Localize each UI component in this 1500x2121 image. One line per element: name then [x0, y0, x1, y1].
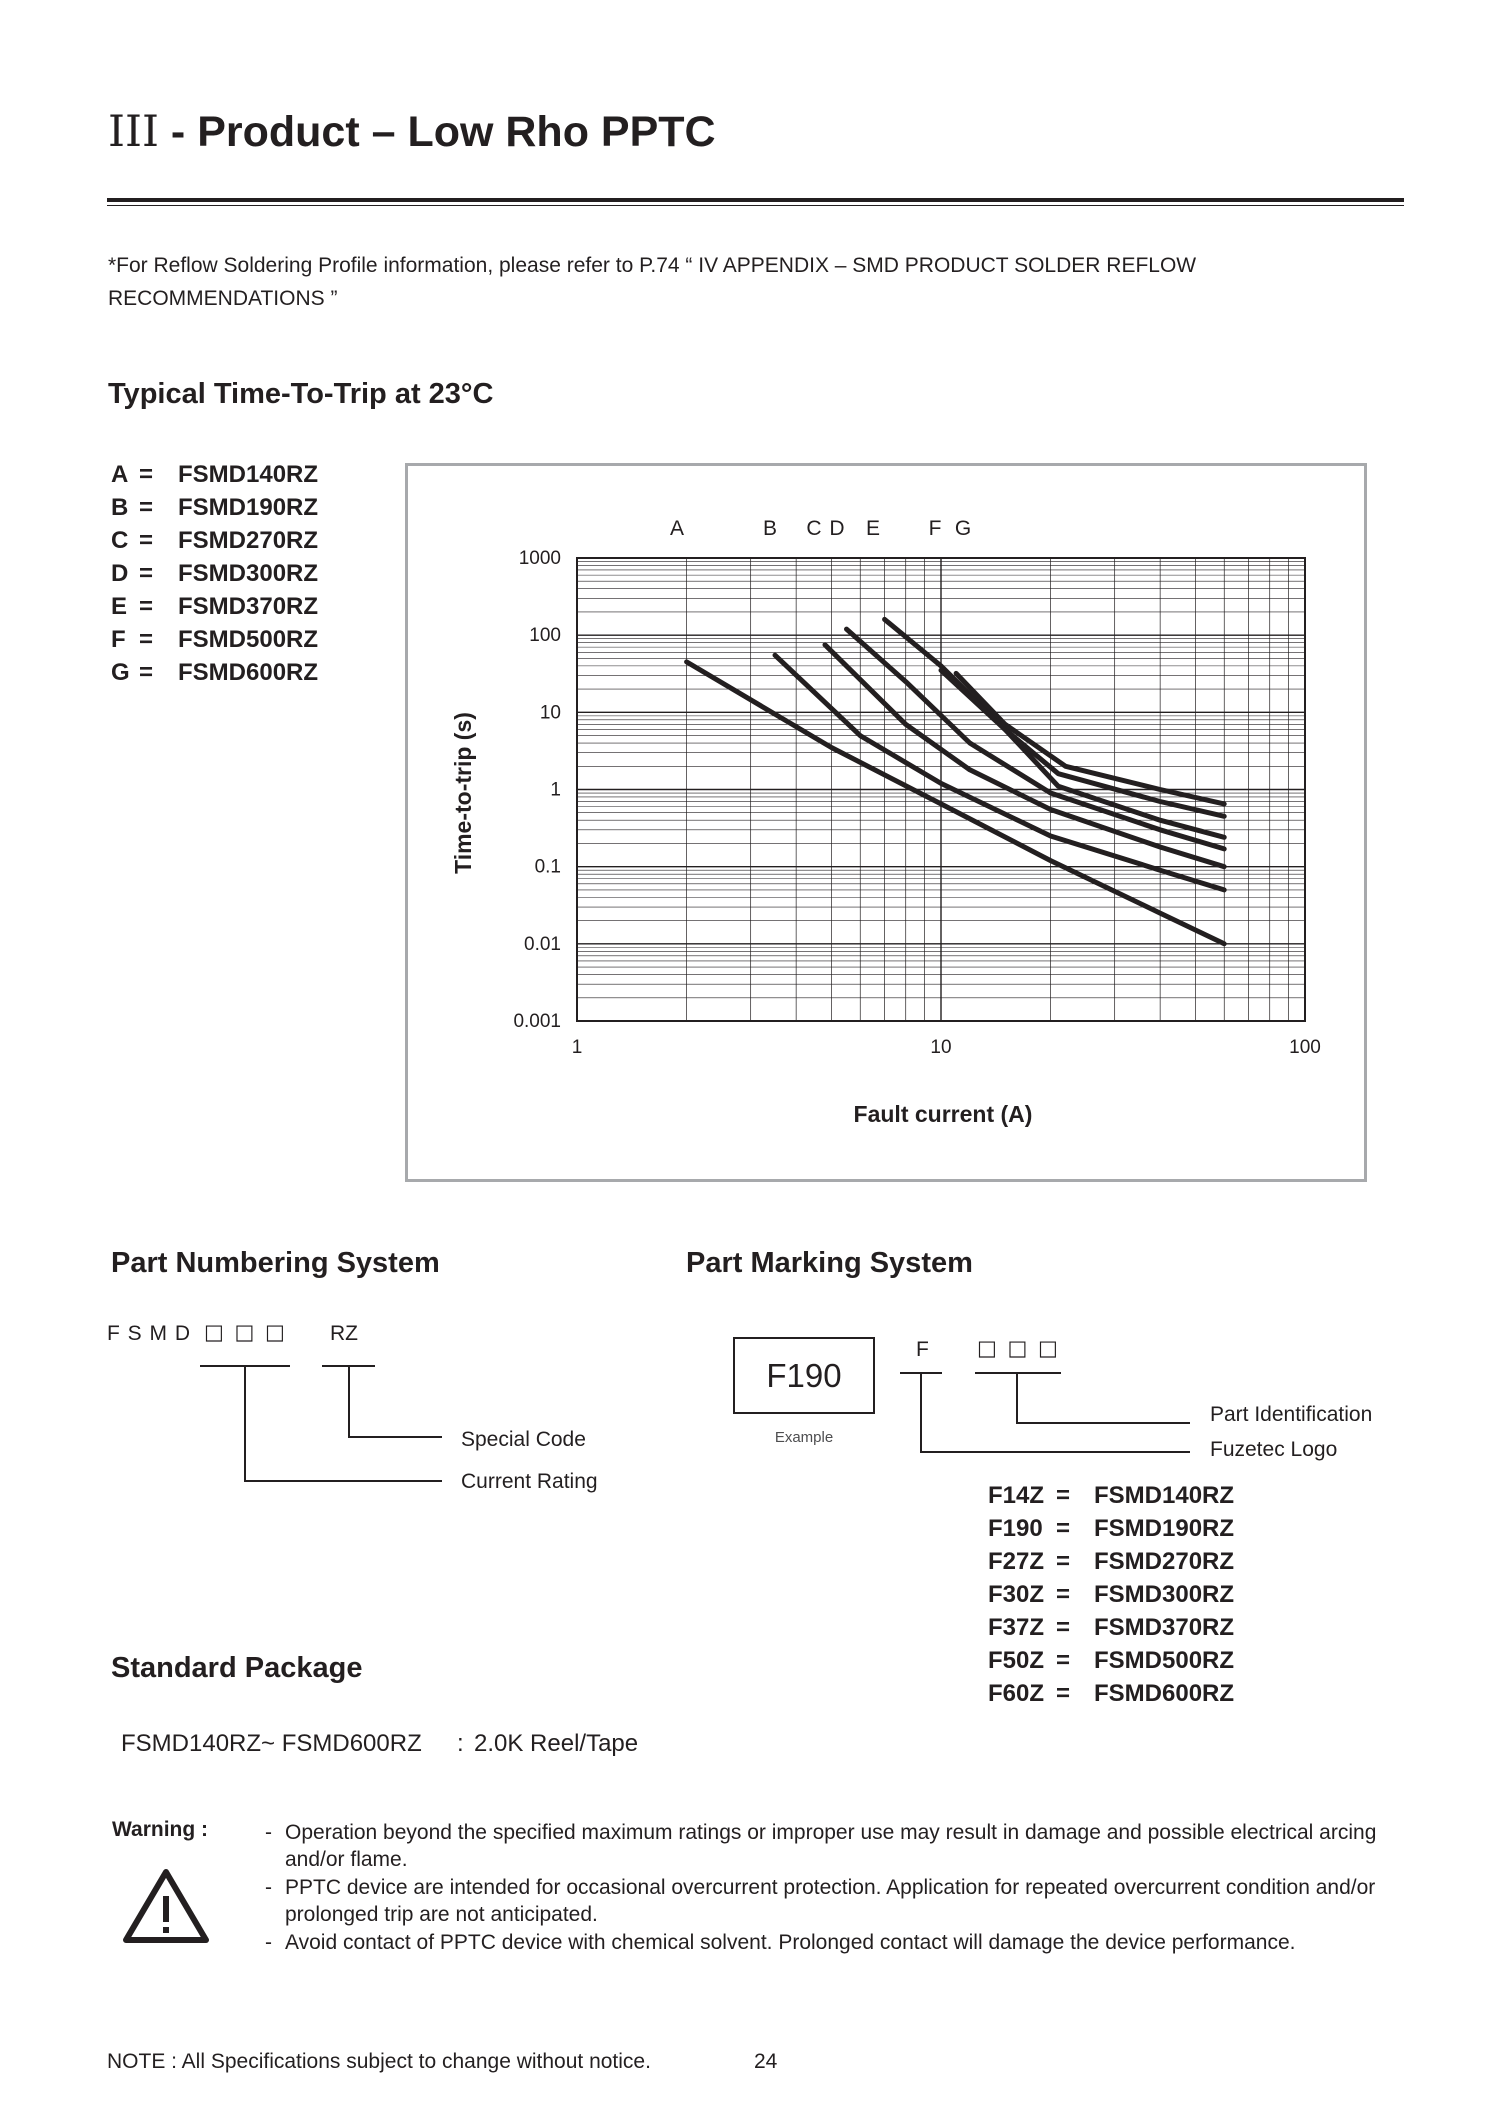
curve-label: C: [806, 517, 822, 540]
legend-letter: F: [111, 626, 126, 653]
marking-boxes: □ □ □: [977, 1336, 1060, 1360]
marking-equals: =: [1056, 1680, 1071, 1707]
marking-equals: =: [1056, 1581, 1071, 1608]
mk-id-connector: [1016, 1373, 1018, 1423]
legend-equals: =: [139, 659, 154, 686]
special-code-label: Special Code: [461, 1428, 586, 1451]
marking-equals: =: [1056, 1515, 1071, 1542]
curve-label: F: [928, 517, 942, 540]
curve-labels: [670, 517, 971, 540]
part-numbering-heading: Part Numbering System: [111, 1247, 440, 1279]
page-number: 24: [754, 2050, 778, 2073]
marking-example-box: [733, 1337, 875, 1414]
pn-rating-leader: [244, 1480, 442, 1482]
time-to-trip-chart: [405, 463, 1367, 1182]
legend-letter: C: [111, 527, 129, 554]
legend-letter: E: [111, 593, 128, 620]
x-tick-label: 1: [571, 1037, 583, 1058]
legend-row: [111, 458, 318, 491]
mk-logo-leader: [920, 1451, 1190, 1453]
x-axis-label: Fault current (A): [853, 1101, 1033, 1127]
section-roman-numeral: III: [108, 107, 159, 157]
curve-label: E: [865, 517, 881, 540]
marking-code: F60Z: [988, 1680, 1045, 1707]
y-tick-label: 0.01: [524, 933, 561, 955]
legend-part: FSMD370RZ: [178, 593, 319, 620]
marking-code: F27Z: [988, 1548, 1045, 1575]
marking-code-row: [988, 1512, 1234, 1545]
part-identification-label: Part Identification: [1210, 1403, 1373, 1426]
pn-code-connector: [348, 1366, 350, 1438]
package-range: FSMD140RZ~ FSMD600RZ: [121, 1730, 422, 1757]
pn-rating-connector: [244, 1366, 246, 1482]
x-tick-label: 100: [1289, 1037, 1321, 1058]
y-tick-label: 0.001: [513, 1011, 561, 1032]
marking-example-text: F190: [766, 1356, 842, 1394]
legend-letter: G: [111, 659, 130, 686]
legend-letter: A: [111, 461, 129, 488]
marking-equals: =: [1056, 1482, 1071, 1509]
x-tick-labels: [572, 1037, 1321, 1058]
marking-code-row: [988, 1644, 1234, 1677]
marking-example-label: Example: [774, 1429, 834, 1446]
reflow-note: *For Reflow Soldering Profile information, please refer to P.74 “ IV APPENDIX – SMD PRODUCT SOLDER REFLOW RECOMMENDATIONS ”: [108, 254, 1197, 310]
marking-logo-letter: F: [916, 1338, 929, 1361]
part-marking-heading: Part Marking System: [686, 1247, 973, 1279]
current-rating-label: Current Rating: [461, 1470, 598, 1493]
legend-part: FSMD500RZ: [178, 626, 319, 653]
warning-label: Warning :: [112, 1818, 209, 1841]
marking-code-row: [988, 1611, 1234, 1644]
pn-code-leader: [348, 1436, 442, 1438]
part-number-suffix: RZ: [330, 1322, 358, 1345]
marking-equals: =: [1056, 1647, 1071, 1674]
y-tick-labels: [513, 548, 561, 1032]
marking-part: FSMD500RZ: [1094, 1647, 1235, 1674]
curve-label: B: [762, 517, 778, 540]
marking-code: F37Z: [988, 1614, 1045, 1641]
warning-triangle-icon: [120, 1866, 212, 1946]
warning-item: - PPTC device are intended for occasional overcurrent protection. Application for repeated overcurrent condition and/or prolonged trip are not anticipated.: [265, 1876, 1376, 1926]
y-tick-label: 0.1: [534, 856, 561, 878]
fuzetec-logo-label: Fuzetec Logo: [1210, 1438, 1338, 1461]
mk-id-leader: [1016, 1422, 1190, 1424]
marking-code-row: [988, 1545, 1234, 1578]
marking-part: FSMD140RZ: [1094, 1482, 1235, 1509]
mk-logo-connector: [920, 1373, 922, 1453]
title-rule-thin: [107, 205, 1404, 206]
marking-part: FSMD300RZ: [1094, 1581, 1235, 1608]
page-title: [108, 107, 716, 157]
footer-note: NOTE : All Specifications subject to change without notice.: [107, 2050, 651, 2073]
warning-item: - Operation beyond the specified maximum ratings or improper use may result in damage and possible electrical arcing and/or flame.: [265, 1821, 1377, 1871]
marking-code: F14Z: [988, 1482, 1045, 1509]
marking-code: F50Z: [988, 1647, 1045, 1674]
legend-equals: =: [139, 527, 154, 554]
chart-grid: [577, 558, 1305, 1021]
warning-item: - Avoid contact of PPTC device with chemical solvent. Prolonged contact will damage the device performance.: [265, 1931, 1296, 1954]
page-title-text: - Product – Low Rho PPTC: [170, 108, 716, 156]
legend-part: FSMD270RZ: [178, 527, 319, 554]
legend-row: [111, 557, 318, 590]
curve-a: [687, 662, 1225, 944]
standard-package-heading: Standard Package: [111, 1652, 363, 1684]
legend-row: [111, 491, 318, 524]
legend-part: FSMD600RZ: [178, 659, 319, 686]
marking-code-row: [988, 1677, 1234, 1710]
marking-equals: =: [1056, 1548, 1071, 1575]
marking-part: FSMD600RZ: [1094, 1680, 1235, 1707]
part-number-boxes: □ □ □: [204, 1320, 287, 1344]
mk-id-underline: [975, 1372, 1061, 1374]
y-tick-label: 10: [539, 702, 561, 724]
legend-equals: =: [139, 626, 154, 653]
curve-label: A: [669, 517, 685, 540]
y-tick-label: 100: [529, 625, 561, 647]
marking-equals: =: [1056, 1614, 1071, 1641]
package-separator: :: [457, 1730, 464, 1757]
legend-row: [111, 524, 318, 557]
legend-part: FSMD140RZ: [178, 461, 319, 488]
chart-curves: [687, 619, 1225, 943]
y-axis-label: Time-to-trip (s): [450, 712, 476, 874]
marking-code: F30Z: [988, 1581, 1045, 1608]
marking-part: FSMD270RZ: [1094, 1548, 1235, 1575]
part-number-prefix: F S M D: [107, 1322, 191, 1345]
legend-part: FSMD190RZ: [178, 494, 319, 521]
marking-code: F190: [988, 1515, 1043, 1542]
marking-code-row: [988, 1578, 1234, 1611]
ttt-heading: Typical Time-To-Trip at 23°C: [108, 378, 494, 410]
legend-letter: D: [111, 560, 129, 587]
legend-row: [111, 656, 318, 689]
legend-letter: B: [111, 494, 129, 521]
curve-b: [775, 655, 1224, 890]
marking-code-row: [988, 1479, 1234, 1512]
legend-equals: =: [139, 560, 154, 587]
marking-part: FSMD190RZ: [1094, 1515, 1235, 1542]
curve-label: D: [829, 517, 845, 540]
x-tick-label: 10: [930, 1037, 952, 1058]
legend-part: FSMD300RZ: [178, 560, 319, 587]
title-rule-thick: [107, 198, 1404, 202]
curve-d: [847, 629, 1225, 849]
y-tick-label: 1000: [518, 548, 561, 569]
legend-equals: =: [139, 461, 154, 488]
legend-equals: =: [139, 593, 154, 620]
package-value: 2.0K Reel/Tape: [474, 1730, 639, 1757]
curve-label: G: [954, 517, 972, 540]
y-tick-label: 1: [550, 779, 561, 801]
legend-equals: =: [139, 494, 154, 521]
legend-row: [111, 623, 318, 656]
legend-row: [111, 590, 318, 623]
marking-part: FSMD370RZ: [1094, 1614, 1235, 1641]
